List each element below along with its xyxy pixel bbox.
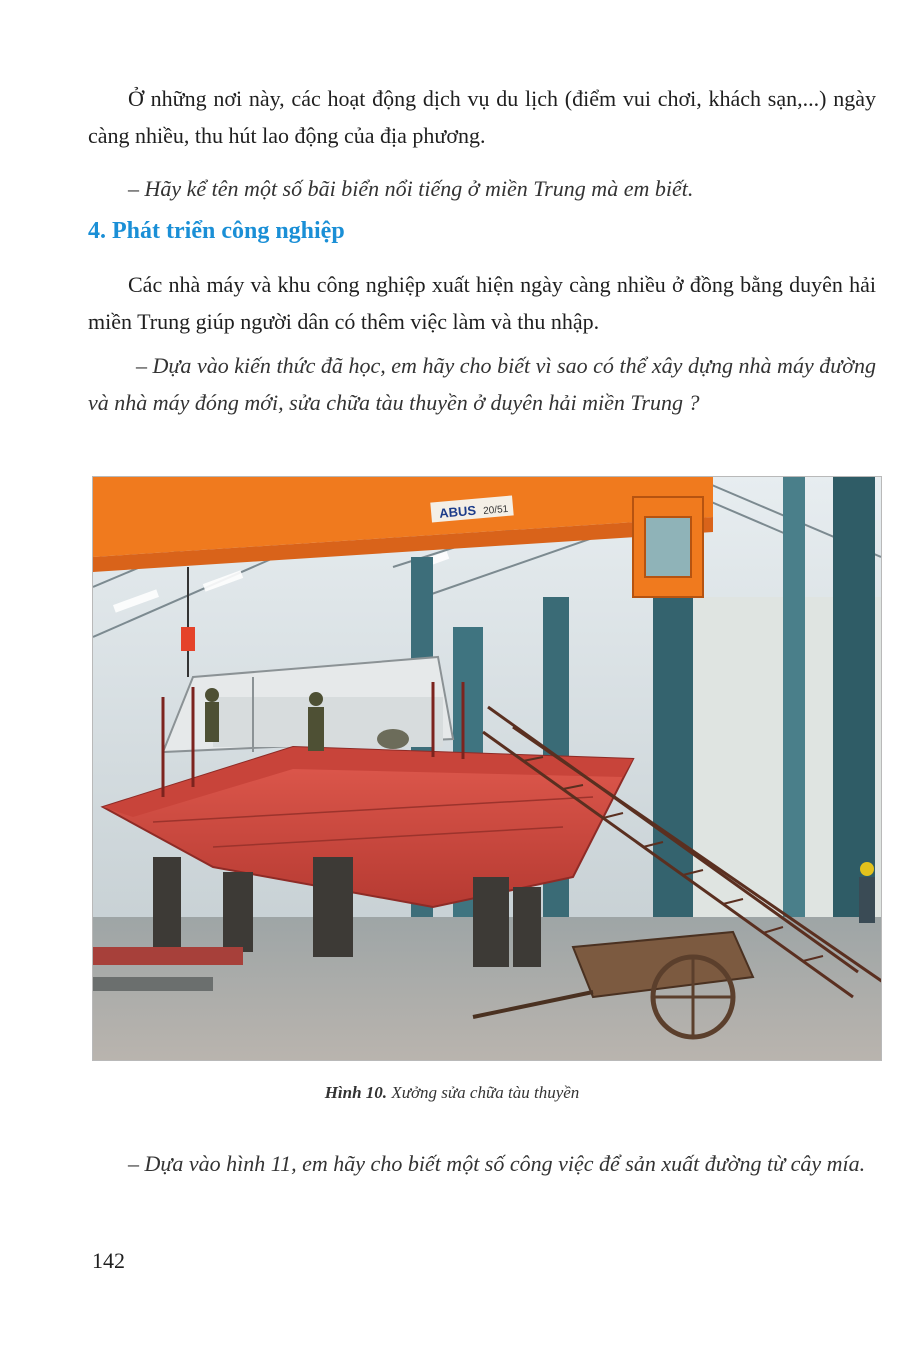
question-factories: – Dựa vào kiến thức đã học, em hãy cho biết vì sao có thể xây dựng nhà máy đường và nhà máy đóng mới, sửa chữa tàu thuyền ở duyên hải miền Trung ? — [88, 353, 876, 415]
caption-label: Hình 10. — [324, 1083, 388, 1102]
question-beaches: – Hãy kể tên một số bãi biển nổi tiếng ở miền Trung mà em biết. — [128, 176, 694, 201]
section-heading: 4. Phát triển công nghiệp — [88, 218, 345, 244]
paragraph-industry: Các nhà máy và khu công nghiệp xuất hiện ngày càng nhiều ở đồng bằng duyên hải miền Trung giúp người dân có thêm việc làm và thu nhập. — [88, 272, 876, 334]
crane-number-label: 20/51 — [482, 503, 509, 518]
figure-shipyard-photo — [92, 476, 882, 1061]
crane-brand-label: ABUS — [438, 502, 477, 521]
caption-text: Xưởng sửa chữa tàu thuyền — [387, 1083, 580, 1102]
shipyard-illustration — [93, 477, 881, 1060]
figure-caption — [0, 1083, 904, 1103]
paragraph-tourism: Ở những nơi này, các hoạt động dịch vụ du lịch (điểm vui chơi, khách sạn,...) ngày càng nhiều, thu hút lao động của địa phương. — [88, 86, 876, 148]
question-sugar: – Dựa vào hình 11, em hãy cho biết một số công việc để sản xuất đường từ cây mía. — [128, 1151, 866, 1176]
page-number: 142 — [92, 1248, 125, 1273]
